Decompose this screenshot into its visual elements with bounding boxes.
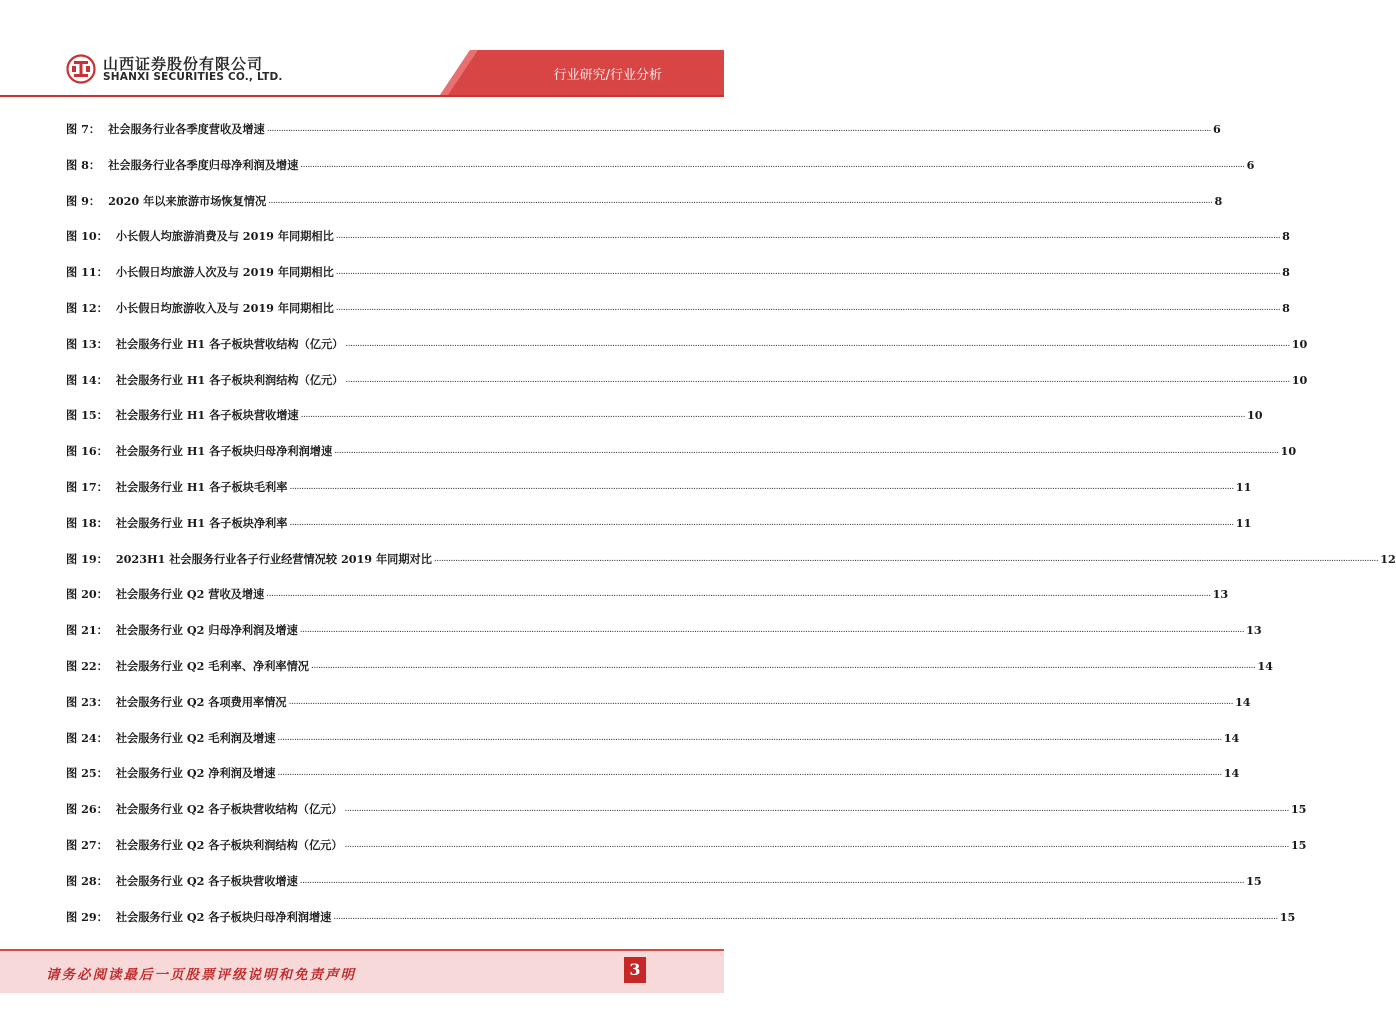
toc-figure-title: 社会服务行业 H1 各子板块营收结构（亿元） [115, 336, 344, 351]
toc-page-number: 13 [1212, 587, 1229, 602]
toc-page-number: 6 [1213, 122, 1221, 136]
toc-leader-dots: ................................................................................................................................................................................................................................................................................................................................................................................................................ [266, 589, 1211, 600]
toc-figure-title: 2023H1 社会服务行业各子行业经营情况较 2019 年同期对比 [115, 551, 432, 566]
toc-leader-dots: ................................................................................................................................................................................................................................................................................................................................................................................................................ [334, 446, 1279, 457]
toc-figure-label: 图 16： [66, 444, 108, 459]
toc-figure-label: 图 13： [66, 336, 108, 351]
toc-page-number: 10 [1280, 444, 1297, 459]
toc-entry[interactable] [66, 476, 1252, 512]
toc-page-number: 11 [1235, 515, 1252, 530]
toc-figure-label: 图 8： [66, 157, 101, 172]
toc-entry[interactable] [66, 798, 1307, 834]
toc-page-number: 10 [1291, 336, 1308, 351]
toc-page-number: 8 [1282, 229, 1290, 244]
toc-figure-title: 小长假日均旅游人次及与 2019 年同期相比 [115, 265, 334, 280]
toc-entry[interactable] [66, 404, 1263, 440]
toc-page-number: 13 [1246, 623, 1262, 638]
toc-figure-title: 社会服务行业各季度营收及增速 [108, 122, 265, 136]
toc-figure-title: 社会服务行业 Q2 各子板块归母净利润增速 [115, 909, 332, 924]
page-header [0, 0, 724, 100]
toc-entry[interactable] [66, 691, 1251, 727]
toc-page-number: 10 [1246, 408, 1263, 423]
toc-figure-title: 小长假人均旅游消费及与 2019 年同期相比 [115, 229, 334, 244]
toc-entry[interactable] [66, 154, 1255, 190]
company-logo-icon [66, 54, 96, 84]
figure-table-of-contents [66, 118, 1396, 941]
toc-figure-label: 图 10： [66, 229, 108, 244]
toc-figure-title: 社会服务行业 H1 各子板块营收增速 [115, 408, 299, 423]
toc-figure-title: 社会服务行业 Q2 各子板块利润结构（亿元） [115, 837, 343, 852]
toc-figure-title: 2020 年以来旅游市场恢复情况 [108, 193, 267, 208]
toc-page-number: 14 [1223, 730, 1240, 745]
toc-entry[interactable] [66, 619, 1262, 655]
toc-figure-label: 图 12： [66, 300, 108, 315]
toc-page-number: 15 [1290, 837, 1307, 852]
toc-figure-title: 社会服务行业 Q2 各子板块营收结构（亿元） [115, 802, 343, 817]
toc-leader-dots: ................................................................................................................................................................................................................................................................................................................................................................................................................ [299, 875, 1245, 886]
toc-leader-dots: ................................................................................................................................................................................................................................................................................................................................................................................................................ [268, 195, 1213, 206]
toc-figure-title: 社会服务行业 H1 各子板块毛利率 [115, 479, 288, 494]
toc-figure-title: 社会服务行业 Q2 毛利率、净利率情况 [115, 658, 309, 673]
toc-entry[interactable] [66, 297, 1290, 333]
toc-entry[interactable] [66, 583, 1229, 619]
toc-page-number: 11 [1235, 479, 1252, 494]
toc-leader-dots: ................................................................................................................................................................................................................................................................................................................................................................................................................ [333, 911, 1278, 922]
toc-figure-title: 社会服务行业 Q2 净利润及增速 [115, 766, 276, 781]
toc-figure-label: 图 9： [66, 193, 101, 208]
toc-page-number: 15 [1279, 909, 1296, 924]
toc-leader-dots: ................................................................................................................................................................................................................................................................................................................................................................................................................ [335, 231, 1281, 242]
toc-leader-dots: ................................................................................................................................................................................................................................................................................................................................................................................................................ [300, 410, 1245, 421]
header-divider [0, 95, 724, 97]
toc-figure-label: 图 22： [66, 658, 108, 673]
toc-page-number: 8 [1214, 193, 1223, 208]
toc-figure-title: 社会服务行业 H1 各子板块归母净利润增速 [115, 444, 333, 459]
toc-figure-label: 图 19： [66, 551, 108, 566]
toc-leader-dots: ................................................................................................................................................................................................................................................................................................................................................................................................................ [277, 732, 1222, 743]
toc-leader-dots: ................................................................................................................................................................................................................................................................................................................................................................................................................ [266, 124, 1212, 134]
company-name-cn: 山西证券股份有限公司 [103, 55, 264, 73]
toc-figure-label: 图 15： [66, 408, 108, 423]
toc-entry[interactable] [66, 190, 1223, 226]
toc-page-number: 15 [1246, 873, 1262, 888]
toc-page-number: 14 [1223, 766, 1240, 781]
report-category: 行业研究/行业分析 [553, 68, 662, 83]
toc-figure-label: 图 24： [66, 730, 108, 745]
toc-figure-label: 图 26： [66, 802, 108, 817]
toc-leader-dots: ................................................................................................................................................................................................................................................................................................................................................................................................................ [299, 625, 1245, 636]
toc-entry[interactable] [66, 870, 1262, 906]
toc-figure-label: 图 27： [66, 837, 108, 852]
toc-entry[interactable] [66, 118, 1221, 154]
toc-page-number: 12 [1380, 551, 1396, 566]
toc-leader-dots: ................................................................................................................................................................................................................................................................................................................................................................................................................ [289, 517, 1234, 528]
toc-page-number: 8 [1282, 265, 1290, 280]
toc-figure-label: 图 18： [66, 515, 108, 530]
toc-entry[interactable] [66, 655, 1273, 691]
toc-leader-dots: ................................................................................................................................................................................................................................................................................................................................................................................................................ [344, 839, 1289, 850]
toc-figure-title: 社会服务行业 H1 各子板块净利率 [115, 515, 288, 530]
toc-leader-dots: ................................................................................................................................................................................................................................................................................................................................................................................................................ [335, 302, 1281, 313]
toc-figure-label: 图 21： [66, 623, 108, 638]
toc-entry[interactable] [66, 261, 1290, 297]
toc-entry[interactable] [66, 440, 1297, 476]
toc-entry[interactable] [66, 727, 1240, 763]
toc-entry[interactable] [66, 906, 1296, 942]
toc-figure-title: 社会服务行业各季度归母净利润及增速 [108, 157, 299, 172]
toc-figure-title: 社会服务行业 H1 各子板块利润结构（亿元） [115, 372, 344, 387]
toc-leader-dots: ................................................................................................................................................................................................................................................................................................................................................................................................................ [288, 696, 1233, 707]
toc-figure-label: 图 25： [66, 766, 108, 781]
toc-page-number: 14 [1257, 658, 1273, 673]
toc-entry[interactable] [66, 225, 1290, 261]
toc-entry[interactable] [66, 834, 1307, 870]
toc-page-number: 8 [1282, 300, 1290, 315]
toc-figure-label: 图 11： [66, 265, 108, 280]
toc-page-number: 14 [1234, 694, 1251, 709]
toc-entry[interactable] [66, 762, 1240, 798]
toc-leader-dots: ................................................................................................................................................................................................................................................................................................................................................................................................................ [344, 804, 1289, 815]
toc-figure-title: 社会服务行业 Q2 归母净利润及增速 [115, 623, 298, 638]
toc-entry[interactable] [66, 548, 1396, 584]
toc-leader-dots: ................................................................................................................................................................................................................................................................................................................................................................................................................ [277, 768, 1222, 779]
toc-figure-label: 图 29： [66, 909, 108, 924]
toc-page-number: 15 [1290, 802, 1307, 817]
toc-leader-dots: ................................................................................................................................................................................................................................................................................................................................................................................................................ [335, 267, 1281, 278]
toc-figure-label: 图 20： [66, 587, 108, 602]
toc-figure-label: 图 17： [66, 479, 108, 494]
toc-figure-title: 社会服务行业 Q2 各项费用率情况 [115, 694, 287, 709]
toc-figure-label: 图 28： [66, 873, 108, 888]
toc-leader-dots: ................................................................................................................................................................................................................................................................................................................................................................................................................ [345, 374, 1290, 385]
toc-leader-dots: ................................................................................................................................................................................................................................................................................................................................................................................................................ [310, 660, 1256, 671]
company-name-en: SHANXI SECURITIES CO., LTD. [103, 71, 283, 83]
footer-disclaimer: 请务必阅读最后一页股票评级说明和免责声明 [46, 967, 356, 983]
toc-page-number: 10 [1291, 372, 1308, 387]
toc-page-number: 6 [1246, 157, 1255, 172]
toc-figure-title: 社会服务行业 Q2 各子板块营收增速 [115, 873, 298, 888]
toc-figure-label: 图 7： [66, 122, 101, 136]
toc-figure-title: 小长假日均旅游收入及与 2019 年同期相比 [115, 300, 334, 315]
toc-figure-title: 社会服务行业 Q2 毛利润及增速 [115, 730, 276, 745]
toc-leader-dots: ................................................................................................................................................................................................................................................................................................................................................................................................................ [433, 553, 1379, 564]
toc-figure-label: 图 14： [66, 372, 108, 387]
toc-leader-dots: ................................................................................................................................................................................................................................................................................................................................................................................................................ [300, 159, 1245, 170]
toc-leader-dots: ................................................................................................................................................................................................................................................................................................................................................................................................................ [345, 338, 1290, 349]
toc-figure-title: 社会服务行业 Q2 营收及增速 [115, 587, 265, 602]
toc-figure-label: 图 23： [66, 694, 108, 709]
toc-entry[interactable] [66, 512, 1252, 548]
toc-leader-dots: ................................................................................................................................................................................................................................................................................................................................................................................................................ [289, 481, 1234, 492]
toc-entry[interactable] [66, 333, 1308, 369]
toc-entry[interactable] [66, 369, 1308, 405]
page-number: 3 [624, 957, 646, 983]
